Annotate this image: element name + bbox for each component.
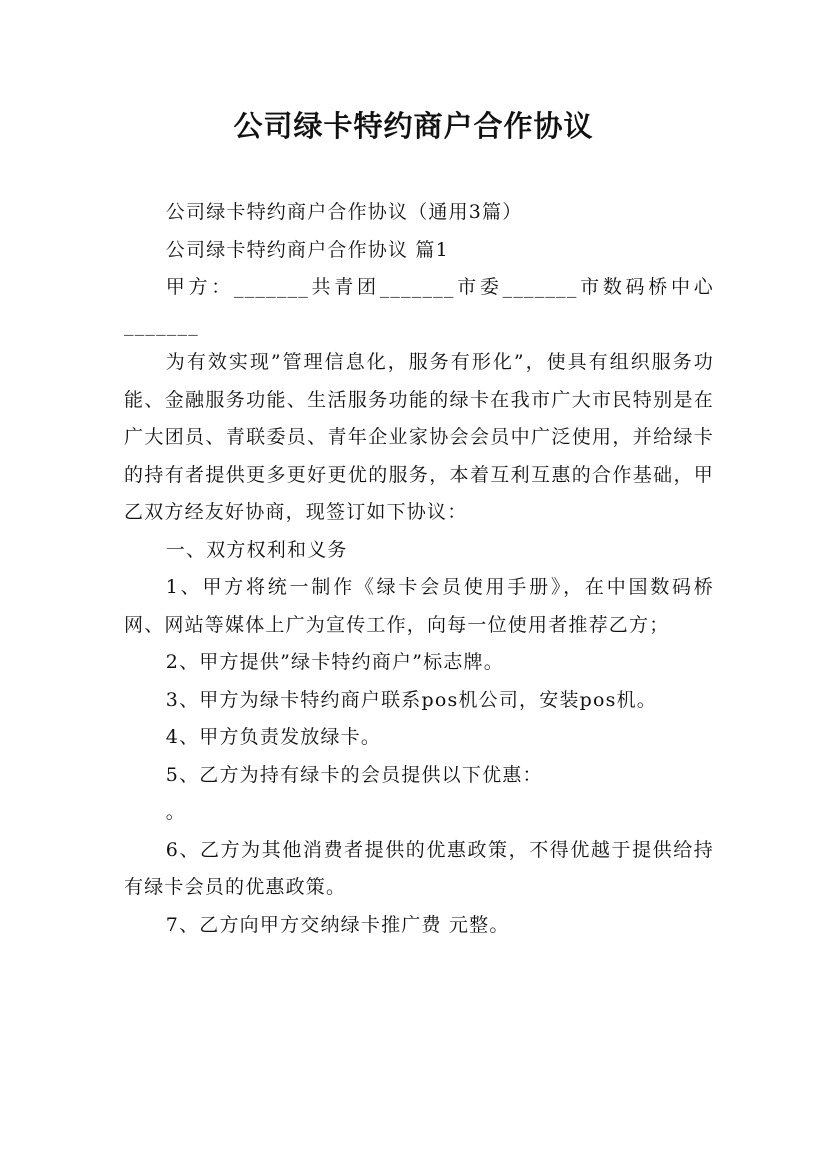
document-title: 公司绿卡特约商户合作协议 — [233, 109, 594, 143]
clause-2: 2、甲方提供”绿卡特约商户”标志牌。 — [165, 651, 504, 673]
clause-6: 6、乙方为其他消费者提供的优惠政策，不得优越于提供给持有绿卡会员的优惠政策。 — [124, 838, 714, 898]
clause-5-detail: 。 — [165, 801, 186, 823]
clause-5: 5、乙方为持有绿卡的会员提供以下优惠： — [165, 763, 543, 786]
preamble-paragraph: 为有效实现”管理信息化，服务有形化”，使具有组织服务功能、金融服务功能、生活服务功能的绿卡在我市广大市民特别是在广大团员、青联委员、青年企业家协会会员中广泛使用，并给绿卡的持有者提供更多更好更优的服务，本着互利互惠的合作基础，甲乙双方经友好协商，现签订如下协议： — [124, 351, 714, 523]
clause-7: 7、乙方向甲方交纳绿卡推广费 元整。 — [165, 913, 510, 936]
clause-1: 1、甲方将统一制作《绿卡会员使用手册》，在中国数码桥网、网站等媒体上广为宣传工作，向每一位使用者推荐乙方； — [124, 576, 714, 636]
section-heading: 公司绿卡特约商户合作协议 篇1 — [165, 238, 449, 261]
rights-heading: 一、双方权利和义务 — [165, 538, 348, 561]
subtitle-paragraph: 公司绿卡特约商户合作协议（通用3篇） — [165, 201, 523, 223]
party-a-line: 甲方：_______共青团_______市委_______市数码桥中心_______ — [124, 276, 714, 336]
clause-4: 4、甲方负责发放绿卡。 — [165, 726, 382, 748]
clause-3: 3、甲方为绿卡特约商户联系pos机公司，安装pos机。 — [165, 688, 657, 711]
document-body — [124, 194, 714, 944]
